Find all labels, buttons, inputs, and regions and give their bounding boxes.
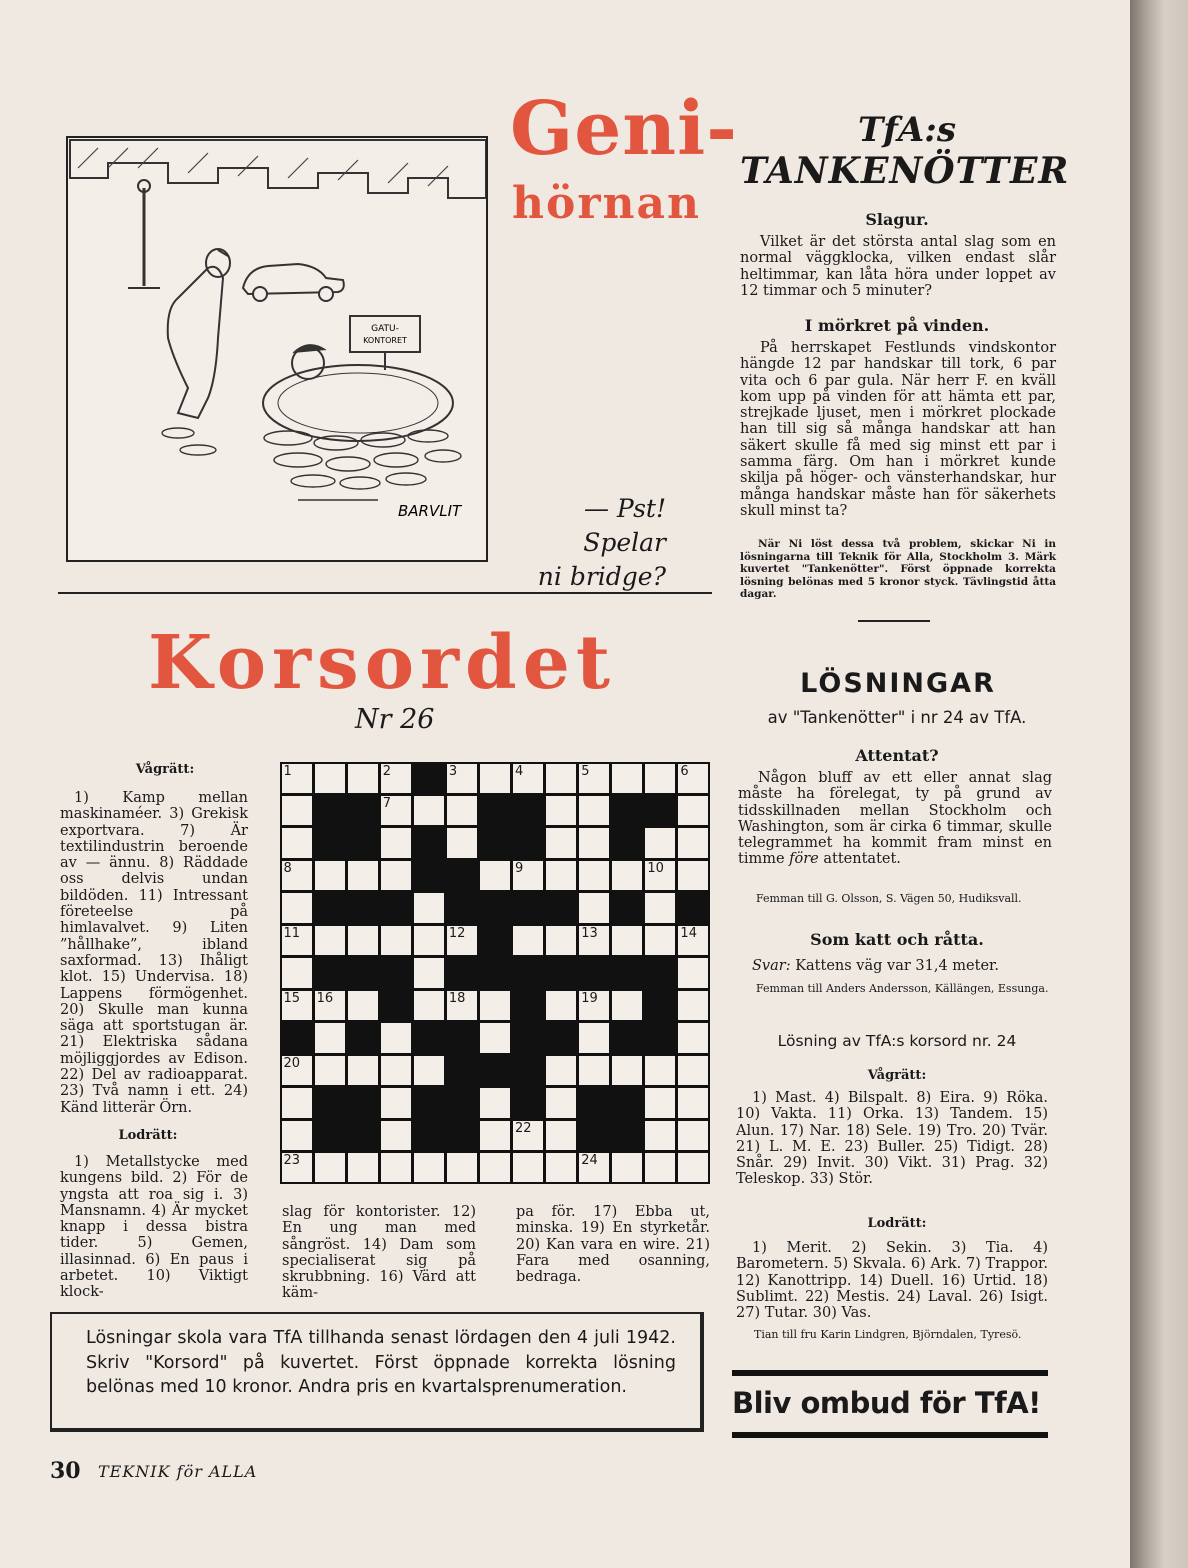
- crossword-cell[interactable]: [447, 828, 477, 857]
- crossword-clue-number: 7: [382, 795, 391, 811]
- crossword-clue-number: 23: [283, 1153, 301, 1169]
- crossword-cell[interactable]: [678, 1121, 708, 1150]
- crossword-cell[interactable]: [612, 1153, 642, 1182]
- crossword-clue-number: 19: [581, 990, 598, 1006]
- crossword-clue-number: 2: [382, 763, 391, 779]
- genihornan-caption: [506, 492, 666, 594]
- crossword-clue-number: 22: [515, 1120, 532, 1136]
- crossword-cell[interactable]: [678, 1153, 708, 1182]
- crossword-clue-number: 6: [680, 763, 689, 779]
- crossword-cell[interactable]: [612, 1056, 642, 1085]
- short-divider: [858, 620, 930, 622]
- clues-lodratt-col2: slag för kontorister. 12) En ung man med sångröst. 14) Dam som specialiserat sig på skrubbning. 16) Värd att käm-: [282, 1204, 476, 1302]
- crossword-cell[interactable]: [480, 764, 510, 793]
- crossword-cell[interactable]: [282, 1121, 312, 1150]
- crossword-clue-number: 13: [581, 925, 598, 941]
- crossword-cell[interactable]: [579, 991, 609, 1020]
- crossword-cell[interactable]: [315, 991, 345, 1020]
- crossword-cell[interactable]: [348, 764, 378, 793]
- crossword-cell[interactable]: [315, 1056, 345, 1085]
- crossword-clue-number: 10: [647, 860, 664, 876]
- crossword-cell[interactable]: [381, 828, 411, 857]
- clues-lodratt-col1: 1) Metallstycke med kungens bild. 2) För de yngsta att roa sig i. 3) Mansnamn. 4) Är mycket knapp i dessa bistra tider. 5) Gemen, illasinnad. 6) En paus i arbetet. 10) Viktigt klock-: [60, 1154, 248, 1301]
- section-divider: [58, 592, 712, 594]
- crossword-cell[interactable]: [678, 991, 708, 1020]
- crossword-cell[interactable]: [282, 926, 312, 955]
- crossword-cell[interactable]: [678, 1056, 708, 1085]
- crossword-cell[interactable]: [315, 1153, 345, 1182]
- crossword-cell[interactable]: [513, 764, 543, 793]
- crossword-cell[interactable]: [579, 828, 609, 857]
- crossword-cell[interactable]: [579, 893, 609, 922]
- crossword-cell[interactable]: [546, 991, 576, 1020]
- crossword-cell[interactable]: [282, 1088, 312, 1117]
- crossword-cell[interactable]: [645, 1153, 675, 1182]
- katt-text: Svar: Kattens väg var 31,4 meter.: [752, 958, 999, 974]
- bliv-ombud-slogan: Bliv ombud för TfA!: [732, 1386, 1041, 1420]
- cartoon-sign-text: GATU-: [371, 324, 399, 334]
- crossword-cell[interactable]: [546, 861, 576, 890]
- crossword-cell[interactable]: [414, 958, 444, 987]
- crossword-cell[interactable]: [447, 991, 477, 1020]
- crossword-cell[interactable]: [612, 861, 642, 890]
- crossword-cell[interactable]: [447, 796, 477, 825]
- clues-lodratt-col3: pa för. 17) Ebba ut, minska. 19) En styrketår. 20) Kan vara en wire. 21) Fara med osanning, bedraga.: [516, 1204, 710, 1286]
- crossword-cell[interactable]: [612, 991, 642, 1020]
- korsord-solution-heading: Lösning av TfA:s korsord nr. 24: [777, 1032, 1017, 1050]
- crossword-cell[interactable]: [315, 1023, 345, 1052]
- crossword-clue-number: 20: [283, 1055, 301, 1071]
- crossword-cell[interactable]: [480, 991, 510, 1020]
- crossword-clue-number: 3: [448, 763, 458, 779]
- attentat-heading: Attentat?: [855, 746, 939, 765]
- crossword-cell[interactable]: [381, 1088, 411, 1117]
- crossword-cell[interactable]: [678, 796, 708, 825]
- clues-vagratt-text: 1) Kamp mellan maskinaméer. 3) Grekisk exportvara. 7) Är textilindustrin beroende av — ännu. 8) Räddade oss delvis undan bildöden. 11) Intressant företeelse på himlavalvet. 9) Liten ”hållhake”, ibland saxformad. 13) Ihåligt klot. 15) Undervisa. 18) Lappens förmögenhet. 20) Skulle man kunna säga att sportstugan är. 21) Elektriska sådana möjliggjordes av Edison. 22) Del av radioapparat. 23) Två namn i ett. 24) Känd litterär Örn.: [60, 790, 248, 1116]
- crossword-cell[interactable]: [513, 1153, 543, 1182]
- bliv-bottom-bar: [732, 1432, 1048, 1438]
- crossword-cell[interactable]: [447, 764, 477, 793]
- page-binding-gutter: [1130, 0, 1188, 1568]
- clues-lodratt-label: Lodrätt:: [118, 1128, 178, 1143]
- crossword-cell[interactable]: [480, 861, 510, 890]
- crossword-cell[interactable]: [414, 991, 444, 1020]
- losningar-subtitle: av "Tankenötter" i nr 24 av TfA.: [767, 708, 1027, 727]
- crossword-grid[interactable]: [280, 762, 710, 1184]
- crossword-cell[interactable]: [414, 926, 444, 955]
- crossword-cell[interactable]: [480, 1023, 510, 1052]
- crossword-cell[interactable]: [381, 764, 411, 793]
- crossword-cell[interactable]: [282, 861, 312, 890]
- crossword-cell[interactable]: [513, 1121, 543, 1150]
- korsordet-number: Nr 26: [355, 704, 435, 735]
- crossword-cell[interactable]: [513, 926, 543, 955]
- crossword-cell[interactable]: [381, 1023, 411, 1052]
- crossword-cell[interactable]: [447, 1153, 477, 1182]
- crossword-cell[interactable]: [381, 1153, 411, 1182]
- crossword-cell[interactable]: [645, 828, 675, 857]
- solution-vagratt-text: 1) Mast. 4) Bilspalt. 8) Eira. 9) Röka. 10) Vakta. 11) Orka. 13) Tandem. 15) Alun. 17) Nar. 18) Sele. 19) Tro. 20) Tvär. 21) L. M. E. 23) Buller. 25) Tidigt. 28) Snår. 29) Invit. 30) Vikt. 31) Prag. 32) Teleskop. 33) Stör.: [736, 1090, 1048, 1188]
- deadline-text: Lösningar skola vara TfA tillhanda senast lördagen den 4 juli 1942. Skriv "Korsord" på kuvertet. Först öppnade korrekta lösning belönas med 10 kronor. Andra pris en kvartalsprenumeration.: [86, 1328, 676, 1397]
- crossword-cell[interactable]: [282, 893, 312, 922]
- genihornan-title-line1: Geni-: [510, 86, 738, 172]
- caption-line1: — Pst! Spelar: [583, 494, 666, 557]
- attentat-text: Någon bluff av ett eller annat slag måste ha förelegat, ty på grund av tidsskillnaden mellan Stockholm och Washington, som är cirka 6 timmar, skulle telegrammet ha kommit fram minst en timme före attentatet.: [738, 770, 1052, 868]
- losningar-title: LÖSNINGAR: [800, 668, 996, 699]
- morkret-heading: I mörkret på vinden.: [804, 316, 990, 335]
- crossword-clue-number: 18: [448, 990, 466, 1006]
- crossword-cell[interactable]: [381, 861, 411, 890]
- crossword-cell[interactable]: [381, 796, 411, 825]
- crossword-cell[interactable]: [579, 861, 609, 890]
- crossword-cell[interactable]: [579, 926, 609, 955]
- crossword-cell[interactable]: [546, 796, 576, 825]
- crossword-cell[interactable]: [678, 926, 708, 955]
- crossword-cell[interactable]: [282, 796, 312, 825]
- crossword-cell[interactable]: [315, 926, 345, 955]
- crossword-cell[interactable]: [579, 1153, 609, 1182]
- crossword-cell[interactable]: [414, 1056, 444, 1085]
- tankenotter-title-line2: TANKENÖTTER: [740, 150, 1070, 192]
- crossword-cell[interactable]: [348, 1153, 378, 1182]
- solution-lodratt-label: Lodrätt:: [867, 1216, 927, 1231]
- crossword-cell[interactable]: [348, 1056, 378, 1085]
- crossword-cell[interactable]: [381, 926, 411, 955]
- crossword-cell[interactable]: [546, 1153, 576, 1182]
- slagur-text: Vilket är det största antal slag som en normal väggklocka, vilken endast slår heltimmar, kan låta höra under loppet av 12 timmar och 5 minuter?: [740, 234, 1056, 299]
- caption-line2: ni bridge?: [537, 562, 666, 591]
- crossword-cell[interactable]: [414, 893, 444, 922]
- crossword-cell[interactable]: [513, 861, 543, 890]
- morkret-text: På herrskapet Festlunds vindskontor hängde 12 par handskar till tork, 6 par vita och 6 par gula. När herr F. en kväll kom upp på vinden för att hämta ett par, strejkade ljuset, men i mörkret plockade han till sig så många handskar att han säkert skulle få med sig minst ett par i samma färg. Om han i mörkret kunde skilja på höger- och vänsterhandskar, hur många handskar måste han för säkerhets skull minst ta?: [740, 340, 1056, 519]
- cartoon-drawing: [68, 138, 486, 560]
- katt-winner: Femman till Anders Andersson, Källängen, Essunga.: [756, 982, 1049, 995]
- crossword-cell[interactable]: [645, 764, 675, 793]
- crossword-cell[interactable]: [612, 764, 642, 793]
- crossword-cell[interactable]: [579, 796, 609, 825]
- crossword-cell[interactable]: [315, 764, 345, 793]
- crossword-clue-number: 1: [283, 763, 292, 779]
- crossword-clue-number: 5: [581, 763, 590, 779]
- crossword-cell[interactable]: [678, 861, 708, 890]
- crossword-cell[interactable]: [546, 1121, 576, 1150]
- crossword-cell[interactable]: [348, 991, 378, 1020]
- crossword-cell[interactable]: [381, 1121, 411, 1150]
- crossword-cell[interactable]: [282, 1153, 312, 1182]
- attentat-winner: Femman till G. Olsson, S. Vägen 50, Hudiksvall.: [756, 892, 1022, 905]
- crossword-cell[interactable]: [282, 764, 312, 793]
- crossword-cell[interactable]: [348, 926, 378, 955]
- crossword-cell[interactable]: [447, 926, 477, 955]
- crossword-cell[interactable]: [678, 828, 708, 857]
- crossword-cell[interactable]: [480, 1088, 510, 1117]
- cartoon-signature: BARVLIT: [398, 502, 462, 520]
- crossword-cell[interactable]: [678, 1023, 708, 1052]
- page-number: 30: [50, 1458, 81, 1484]
- crossword-cell[interactable]: [546, 926, 576, 955]
- korsordet-title: Korsordet: [148, 620, 617, 706]
- crossword-cell[interactable]: [282, 958, 312, 987]
- clues-vagratt-label: Vågrätt:: [135, 762, 195, 777]
- crossword-cell[interactable]: [282, 828, 312, 857]
- solution-vagratt-label: Vågrätt:: [867, 1068, 927, 1083]
- bliv-top-bar: [732, 1370, 1048, 1376]
- crossword-clue-number: 24: [581, 1153, 598, 1169]
- crossword-cell[interactable]: [645, 1121, 675, 1150]
- crossword-cell[interactable]: [645, 1056, 675, 1085]
- crossword-cell[interactable]: [348, 861, 378, 890]
- crossword-cell[interactable]: [480, 1153, 510, 1182]
- crossword-cell[interactable]: [579, 764, 609, 793]
- crossword-cell[interactable]: [678, 1088, 708, 1117]
- crossword-clue-number: 11: [283, 925, 301, 941]
- crossword-cell[interactable]: [612, 926, 642, 955]
- cartoon-illustration: [66, 136, 488, 562]
- crossword-cell[interactable]: [546, 1088, 576, 1117]
- crossword-cell[interactable]: [282, 991, 312, 1020]
- crossword-cell[interactable]: [315, 861, 345, 890]
- crossword-clue-number: 16: [316, 990, 334, 1006]
- crossword-clue-number: 12: [448, 925, 466, 941]
- crossword-cell[interactable]: [678, 764, 708, 793]
- korsord-winner: Tian till fru Karin Lindgren, Björndalen, Tyresö.: [754, 1328, 1022, 1341]
- crossword-cell[interactable]: [579, 1023, 609, 1052]
- crossword-cell[interactable]: [678, 958, 708, 987]
- crossword-cell[interactable]: [645, 861, 675, 890]
- crossword-cell[interactable]: [546, 828, 576, 857]
- crossword-cell[interactable]: [414, 796, 444, 825]
- crossword-cell[interactable]: [645, 926, 675, 955]
- svg-text:KONTORET: KONTORET: [363, 336, 407, 345]
- tankenotter-title-line1: TfA:s: [858, 110, 956, 150]
- crossword-clue-number: 8: [283, 860, 292, 876]
- crossword-cell[interactable]: [381, 1056, 411, 1085]
- crossword-clue-number: 9: [515, 860, 524, 876]
- crossword-clue-number: 4: [515, 763, 524, 779]
- crossword-cell[interactable]: [645, 893, 675, 922]
- magazine-title: TEKNIK för ALLA: [98, 1462, 258, 1481]
- tankenotter-instructions: När Ni löst dessa två problem, skickar Ni in lösningarna till Teknik för Alla, Stockholm 3. Märk kuvertet "Tankenötter". Först öppnade korrekta lösning belönas med 5 kronor styck. Tävlingstid åtta dagar.: [740, 538, 1056, 600]
- slagur-heading: Slagur.: [865, 210, 929, 229]
- solution-lodratt-text: 1) Merit. 2) Sekin. 3) Tia. 4) Barometern. 5) Skvala. 6) Ark. 7) Trappor. 12) Kanottripp. 14) Duell. 16) Urtid. 18) Sublimt. 22) Mestis. 24) Laval. 26) Isigt. 27) Tutar. 30) Vas.: [736, 1240, 1048, 1322]
- crossword-cell[interactable]: [414, 1153, 444, 1182]
- crossword-cell[interactable]: [282, 1056, 312, 1085]
- crossword-cell[interactable]: [645, 1088, 675, 1117]
- crossword-clue-number: 15: [283, 990, 301, 1006]
- crossword-cell[interactable]: [480, 1121, 510, 1150]
- crossword-cell[interactable]: [546, 1056, 576, 1085]
- crossword-clue-number: 14: [680, 925, 697, 941]
- genihornan-title-line2: hörnan: [512, 178, 702, 229]
- crossword-cell[interactable]: [579, 1056, 609, 1085]
- katt-heading: Som katt och råtta.: [810, 930, 984, 949]
- crossword-cell[interactable]: [546, 764, 576, 793]
